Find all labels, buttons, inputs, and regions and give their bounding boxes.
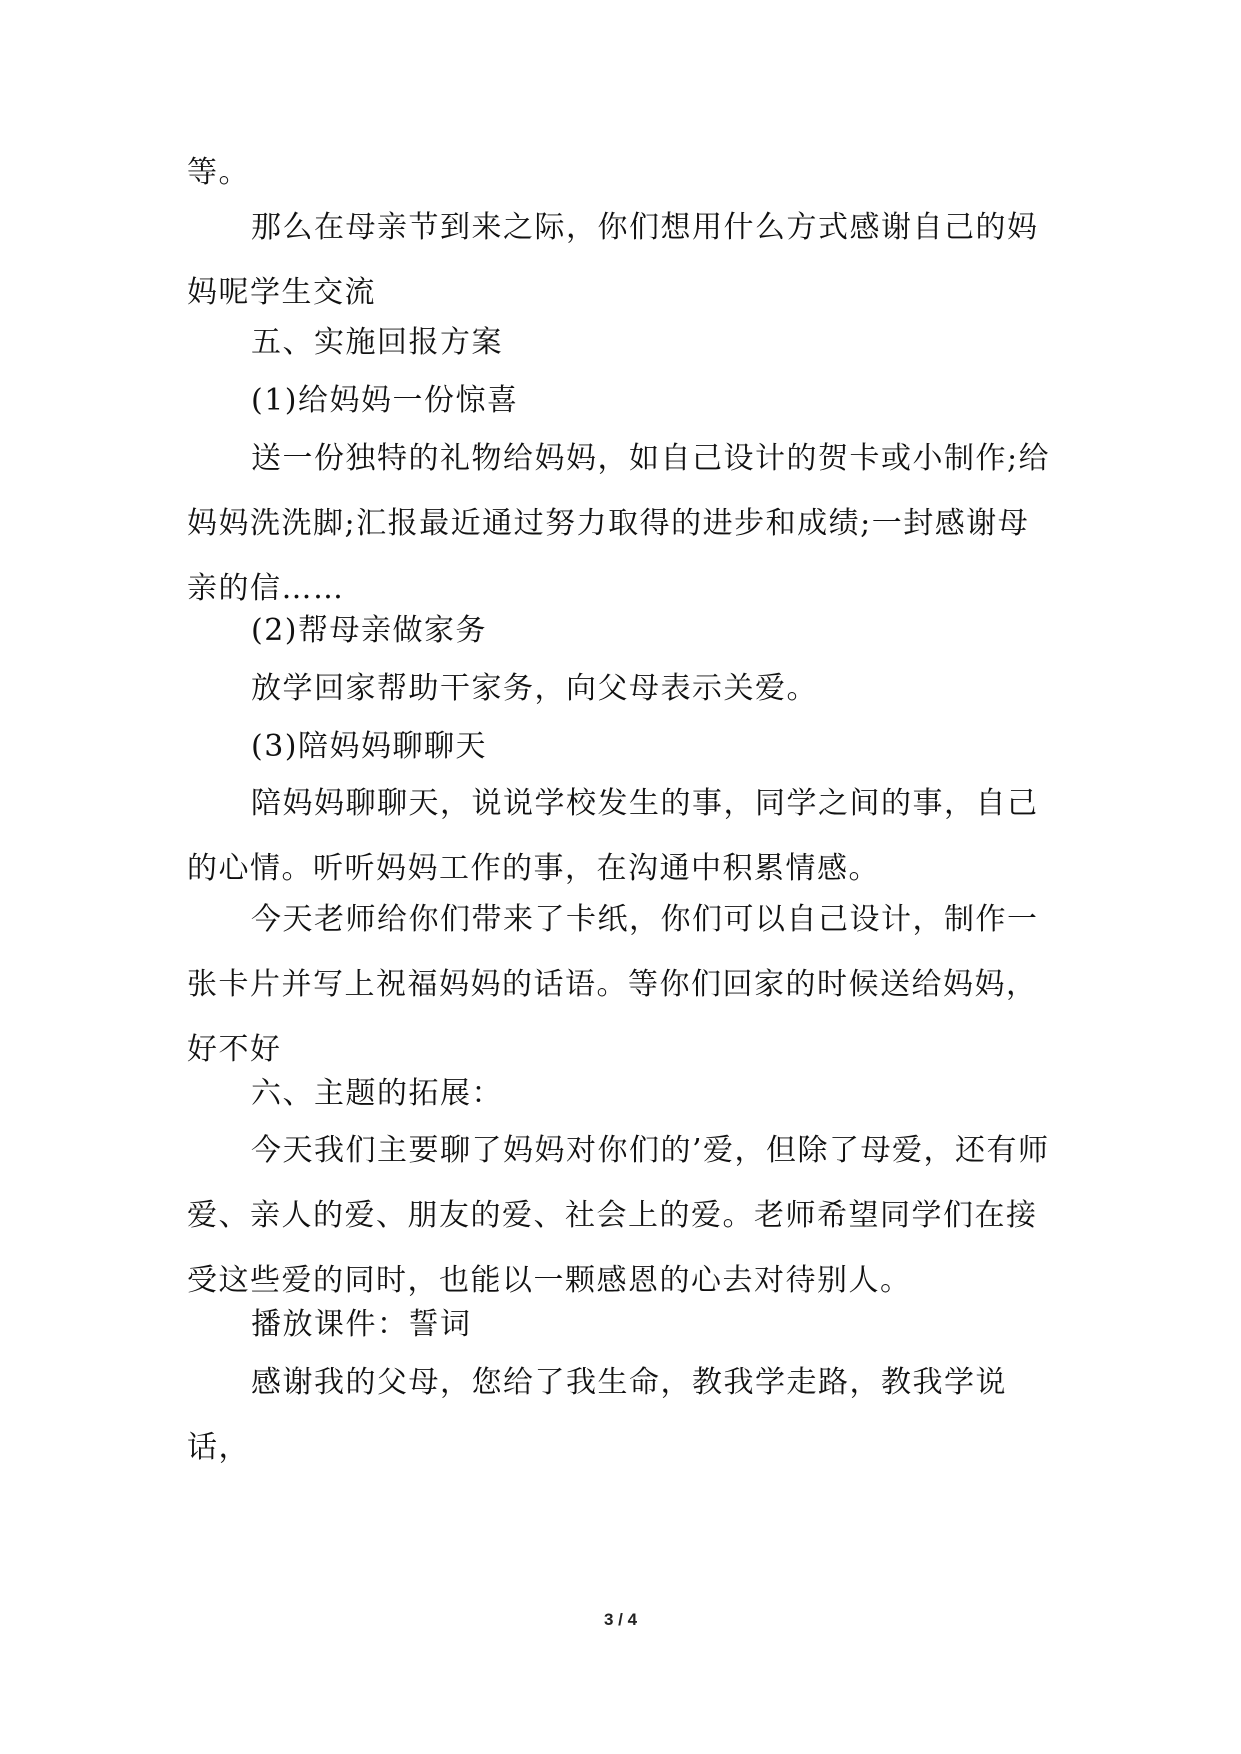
- paragraph-gift: 送一份独特的礼物给妈妈，如自己设计的贺卡或小制作;给妈妈洗洗脚;汇报最近通过努力取得的进步和成绩;一封感谢母亲的信……: [187, 441, 1051, 606]
- paragraph-courseware: 播放课件：誓词: [251, 1307, 472, 1342]
- page-number: 3 / 4: [603, 1610, 638, 1629]
- subheading-1: (1)给妈妈一份惊喜: [251, 383, 519, 418]
- paragraph-housework: 放学回家帮助干家务，向父母表示关爱。: [251, 671, 818, 706]
- paragraph-chat: 陪妈妈聊聊天，说说学校发生的事，同学之间的事，自己的心情。听听妈妈工作的事，在沟通中积累情感。: [187, 786, 1039, 886]
- section-heading-5: 五、实施回报方案: [251, 325, 503, 360]
- subheading-3: (3)陪妈妈聊聊天: [251, 729, 487, 764]
- paragraph-oath: 感谢我的父母，您给了我生命，教我学走路，教我学说话，: [187, 1365, 1007, 1465]
- subheading-2: (2)帮母亲做家务: [251, 613, 487, 648]
- section-heading-6: 六、主题的拓展：: [251, 1076, 503, 1111]
- paragraph-question: 那么在母亲节到来之际，你们想用什么方式感谢自己的妈妈呢学生交流: [187, 210, 1039, 310]
- paragraph-love: 今天我们主要聊了妈妈对你们的’爱，但除了母爱，还有师爱、亲人的爱、朋友的爱、社会上的爱。老师希望同学们在接受这些爱的同时，也能以一颗感恩的心去对待别人。: [187, 1133, 1050, 1298]
- paragraph-card: 今天老师给你们带来了卡纸，你们可以自己设计，制作一张卡片并写上祝福妈妈的话语。等你们回家的时候送给妈妈，好不好: [187, 902, 1039, 1067]
- paragraph-continuation: 等。: [187, 155, 250, 190]
